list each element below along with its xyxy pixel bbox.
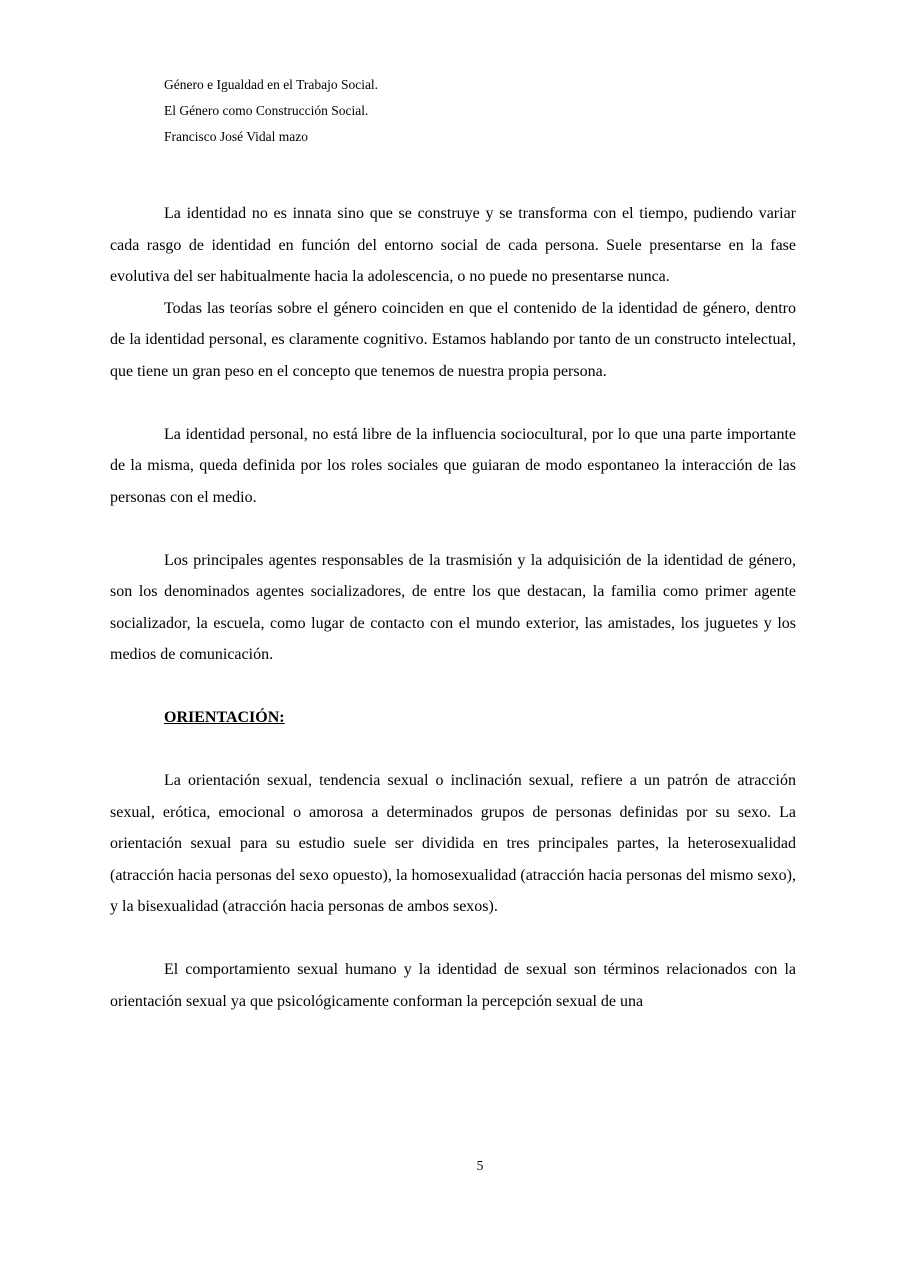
- paragraph-sociocultural-influence: La identidad personal, no está libre de la influencia sociocultural, por lo que una parte importante de la misma, queda definida por los roles sociales que guiaran de modo espontaneo la interacción de las personas con el medio.: [110, 425, 796, 506]
- header-document-title: El Género como Construcción Social.: [164, 103, 369, 118]
- paragraph-gender-theories: Todas las teorías sobre el género coinciden en que el contenido de la identidad de género, dentro de la identidad personal, es claramente cognitivo. Estamos hablando por tanto de un constructo intelectual, que tiene un gran peso en el concepto que tenemos de nuestra propia persona.: [110, 299, 796, 380]
- header-course-title: Género e Igualdad en el Trabajo Social.: [164, 77, 379, 92]
- page-number: 5: [476, 1158, 484, 1173]
- paragraph-sexual-orientation: La orientación sexual, tendencia sexual o inclinación sexual, refiere a un patrón de atracción sexual, erótica, emocional o amorosa a determinados grupos de personas definidas por su sexo. La orientación sexual para su estudio suele ser dividida en tres principales partes, la heterosexualidad (atracción hacia personas del sexo opuesto), la homosexualidad (atracción hacia personas del mismo sexo), y la bisexualidad (atracción hacia personas de ambos sexos).: [110, 772, 796, 915]
- paragraph-spacer: [110, 513, 796, 545]
- paragraph-spacer: [110, 923, 796, 955]
- paragraph-identity-construction: La identidad no es innata sino que se construye y se transforma con el tiempo, pudiendo variar cada rasgo de identidad en función del entorno social de cada persona. Suele presentarse en la fase evolutiva del ser habitualmente hacia la adolescencia, o no puede no presentarse nunca.: [110, 205, 796, 285]
- body-text: [110, 198, 796, 1017]
- paragraph-socializing-agents: Los principales agentes responsables de la trasmisión y la adquisición de la identidad de género, son los denominados agentes socializadores, de entre los que destacan, la familia como primer agente socializador, la escuela, como lugar de contacto con el mundo exterior, las amistades, los juguetes y los medios de comunicación.: [110, 551, 796, 663]
- section-heading-orientation: ORIENTACIÓN:: [164, 709, 285, 726]
- paragraph-spacer: [110, 671, 796, 703]
- paragraph-sexual-behavior: El comportamiento sexual humano y la identidad de sexual son términos relacionados con la orientación sexual ya que psicológicamente conforman la percepción sexual de una: [110, 961, 796, 1010]
- header-author: Francisco José Vidal mazo: [164, 129, 309, 144]
- paragraph-spacer: [110, 387, 796, 419]
- page-header: [164, 72, 378, 150]
- paragraph-spacer: [110, 734, 796, 766]
